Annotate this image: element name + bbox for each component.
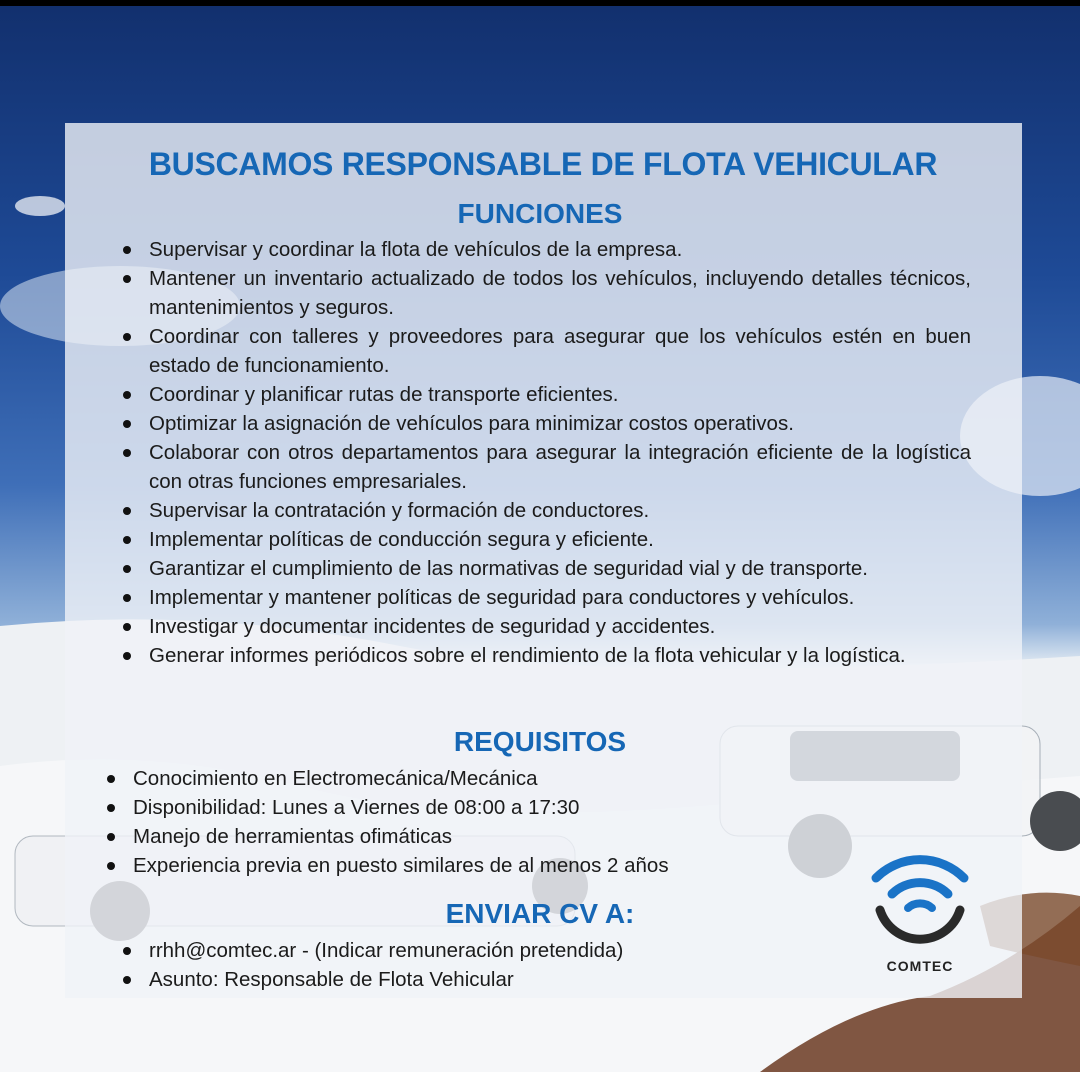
list-item (149, 641, 971, 670)
list-item (149, 583, 971, 612)
bullet-icon (123, 594, 131, 602)
list-item-text: Colaborar con otros departamentos para asegurar la integración eficiente de la logística con otras funciones empresariales. (149, 441, 971, 493)
funciones-list (149, 235, 971, 670)
page-title: BUSCAMOS RESPONSABLE DE FLOTA VEHICULAR (148, 146, 938, 182)
wifi-signal-icon (862, 848, 978, 958)
list-item-text: Manejo de herramientas ofimáticas (133, 825, 453, 848)
bullet-icon (123, 507, 131, 515)
list-item-text: Optimizar la asignación de vehículos para minimizar costos operativos. (149, 412, 794, 435)
list-item-text: Coordinar y planificar rutas de transporte eficientes. (149, 383, 619, 406)
logo-wordmark: COMTEC (886, 958, 954, 974)
list-item (149, 496, 971, 525)
list-item (133, 764, 833, 793)
list-item-text: Supervisar la contratación y formación de conductores. (149, 499, 650, 522)
list-item-text: Mantener un inventario actualizado de todos los vehículos, incluyendo detalles técnicos, mantenimientos y seguros. (149, 267, 971, 319)
list-item-text: Implementar y mantener políticas de seguridad para conductores y vehículos. (149, 586, 855, 609)
comtec-logo (862, 848, 978, 978)
bullet-icon (123, 976, 131, 984)
bullet-icon (123, 333, 131, 341)
list-item-text: Disponibilidad: Lunes a Viernes de 08:00 a 17:30 (133, 796, 580, 819)
list-item-text: Conocimiento en Electromecánica/Mecánica (133, 767, 538, 790)
requisitos-list (133, 764, 833, 880)
list-item (133, 851, 833, 880)
list-item (149, 409, 971, 438)
list-item (149, 612, 971, 641)
bullet-icon (107, 775, 115, 783)
list-item-text: Experiencia previa en puesto similares de al menos 2 años (133, 854, 669, 877)
list-item (149, 380, 971, 409)
list-item (133, 793, 833, 822)
bullet-icon (123, 652, 131, 660)
requisitos-heading: REQUISITOS (453, 726, 627, 757)
list-item-text: Coordinar con talleres y proveedores para asegurar que los vehículos estén en buen estado de funcionamiento. (149, 325, 971, 377)
list-item-text: Supervisar y coordinar la flota de vehículos de la empresa. (149, 238, 683, 261)
bullet-icon (123, 536, 131, 544)
bullet-icon (123, 391, 131, 399)
bullet-icon (123, 623, 131, 631)
list-item (149, 936, 849, 965)
list-item (149, 438, 971, 496)
bullet-icon (107, 833, 115, 841)
bullet-icon (107, 862, 115, 870)
list-item (149, 235, 971, 264)
bullet-icon (123, 246, 131, 254)
list-item (149, 965, 849, 994)
list-item-text: Implementar políticas de conducción segura y eficiente. (149, 528, 654, 551)
bullet-icon (123, 565, 131, 573)
list-item (149, 525, 971, 554)
list-item-text: Generar informes periódicos sobre el rendimiento de la flota vehicular y la logística. (149, 644, 906, 667)
list-item-text: Investigar y documentar incidentes de seguridad y accidentes. (149, 615, 716, 638)
enviar-heading: ENVIAR CV A: (445, 898, 635, 929)
list-item-text: Asunto: Responsable de Flota Vehicular (149, 968, 514, 991)
list-item (149, 322, 971, 380)
list-item-text: rrhh@comtec.ar - (Indicar remuneración pretendida) (149, 939, 624, 962)
list-item (149, 554, 971, 583)
bullet-icon (123, 275, 131, 283)
bullet-icon (107, 804, 115, 812)
list-item (133, 822, 833, 851)
enviar-list (149, 936, 849, 994)
bullet-icon (123, 420, 131, 428)
list-item-text: Garantizar el cumplimiento de las normativas de seguridad vial y de transporte. (149, 557, 868, 580)
list-item (149, 264, 971, 322)
funciones-heading: FUNCIONES (457, 198, 623, 229)
bullet-icon (123, 947, 131, 955)
bullet-icon (123, 449, 131, 457)
